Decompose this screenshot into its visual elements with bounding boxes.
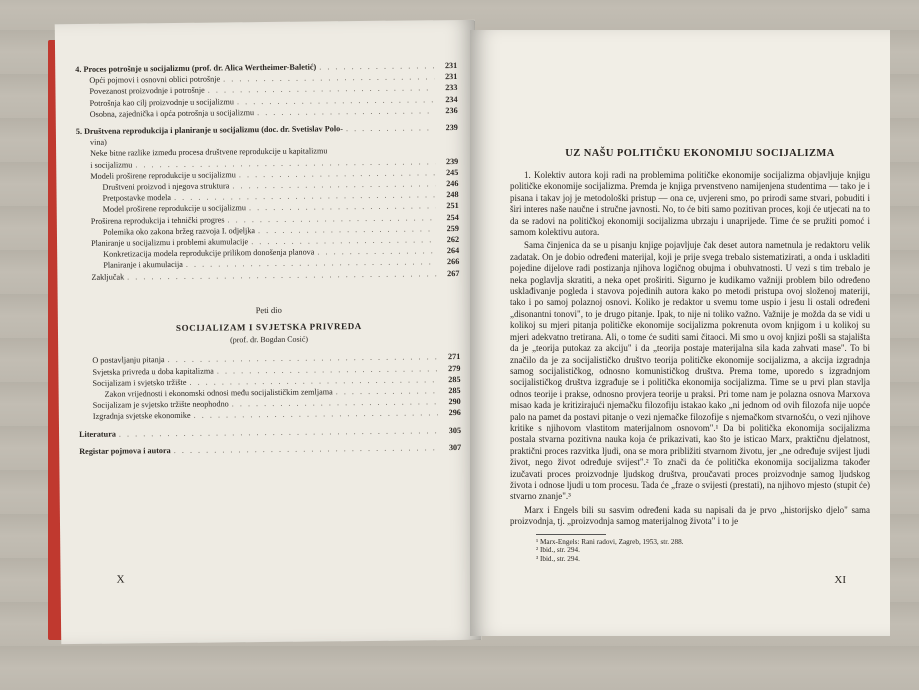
toc-entry-page: 266 xyxy=(446,257,460,267)
toc-entry-title: O postavljanju pitanja xyxy=(92,355,165,366)
toc-entry-title: Osobna, zajednička i opća potrošnja u socijalizmu xyxy=(89,107,255,119)
toc-entry-title: Svjetska privreda u doba kapitalizma xyxy=(92,366,214,377)
toc-leader-dots xyxy=(127,268,436,282)
toc-entry-page: 279 xyxy=(448,363,461,373)
part-author: (prof. dr. Bogdan Cosić) xyxy=(230,334,309,345)
toc-entry-page: 248 xyxy=(446,190,459,200)
page-number-right: XI xyxy=(834,574,846,586)
toc-entry-page: 307 xyxy=(448,442,462,453)
toc-entry-title: Zakon vrijednosti i ekonomski odnosi među socijalističkim zemljama xyxy=(104,387,333,399)
toc-entry-title: i socijalizmu xyxy=(90,160,133,170)
chapter-heading: UZ NAŠU POLITIČKU EKONOMIJU SOCIJALIZMA xyxy=(565,148,835,159)
toc-leader-dots xyxy=(174,442,439,456)
toc-entry-page: 251 xyxy=(446,201,459,211)
paragraph: Marx i Engels bili su sasvim određeni kada su napisali da je prvo „historijsko djelo" sama proizvodnja, tj. „proizvodnja samog materijalnog života" i to je xyxy=(510,504,870,527)
right-page xyxy=(470,30,890,636)
toc-entry-title: Društveni proizvod i njegova struktura xyxy=(102,181,230,192)
toc-entry-page: 259 xyxy=(446,223,459,233)
toc-entry-title: Pretpostavke modela xyxy=(102,193,172,203)
body-text xyxy=(510,170,870,563)
toc-entry-page: 231 xyxy=(444,61,458,71)
toc-entry-title: Neke bitne razlike između procesa društvene reprodukcije u kapitalizmu xyxy=(90,146,328,159)
toc-entry-title: Proširena reprodukcija i tehnički progres xyxy=(90,215,225,226)
toc-entry-page: 262 xyxy=(446,235,460,245)
toc-entry-page: 264 xyxy=(446,246,460,256)
toc-entry-title: Opći pojmovi i osnovni oblici potrošnje xyxy=(89,74,221,86)
toc-entry-title: Registar pojmova i autora xyxy=(79,445,171,456)
toc-entry-title: Socijalizam je svjetsko tržište neophodno xyxy=(92,399,229,411)
toc-entry-page: 271 xyxy=(447,352,461,362)
toc-entry-page: 234 xyxy=(445,94,458,104)
footnote: ² Ibid., str. 294. xyxy=(536,546,580,555)
part-title: SOCIJALIZAM I SVJETSKA PRIVREDA xyxy=(175,321,362,334)
toc-entry-page: 239 xyxy=(445,123,458,133)
toc-leader-dots xyxy=(346,122,435,134)
toc-entry-page: 290 xyxy=(448,397,461,407)
toc-entry-title: Planiranje u socijalizmu i problemi akumulacije xyxy=(91,237,249,248)
footnote: ¹ Marx-Engels: Rani radovi, Zagreb, 1953, str. 288. xyxy=(536,537,684,546)
toc-entry-page: 285 xyxy=(448,386,461,396)
toc-entry-page: 233 xyxy=(445,83,458,93)
toc-entry-title: 4. Proces potrošnje u socijalizmu (prof. dr. Alica Wertheimer-Baletić) xyxy=(75,62,317,75)
toc-entry-page: 239 xyxy=(445,156,459,166)
toc-entry-page: 231 xyxy=(445,72,458,82)
toc-entry-title: Literatura xyxy=(79,429,116,439)
paragraph: Sama činjenica da se u pisanju knjige pojavljuje čak deset autora nametnula je redaktoru velik zadatak. On je dobio određeni materijal, koji je prije svega trebalo sistematizirati, a onda i uskladiti pojedine dijelove radi postizanja njihova logičnog obujma i obuhvatnosti. U vezi s tim trebalo je neka poglavlja skratiti, a neka opet proširiti. Sigurno je kudikamo važniji problem bilo određeno usklađivanje pogleda i stavova pojedinih autora kako po metodi pristupa ovoj složenoj materiji, tako i po samoj polaznoj osnovi. Koliko je redaktor u svemu tome uspio i jesu li ostali određeni „disonantni tonovi", to je drugo pitanje. Ipak, to nije ni toliko važno. Važnije je možda da se vidi u kolikoj su mjeri pitanja političke ekonomije socijalizma pokrenuta ovom knjigom i u kolikoj su mjeri adekvatno tretirana. Ali, o tome će suditi sami čitaoci. Mi smo u ovoj knjizi pošli sa stajališta da je „teorija putokaz za akciju" i da „teorija postaje materijalna sila kada zahvati mase". To bi značilo da je za socijalističko društvo teorija političke ekonomije socijalizma, a akcija izgradnja samog socijalističkog, odnosno komunističkog društva. Prema tome, uporedo s izgradnjom socijalističkog društva izgrađuje se i politička ekonomija socijalizma. Time se u prvi plan stavlja odnos teorije i prakse, odnosno provjera teorije u praksi. Pri tome nam je polazna osnova Marxova misao kada je kritizirajući njemačku filozofiju istakao kako „ni jednom od ovih filozofa nije uopće palo na pamet da postavi pitanje o vezi njemačke filozofije s njemačkom stvarnošću, o vezi njihove kritike s njihovom vlastitom materijalnom osnovom".¹ Da bi politička ekonomija socijalizma postala stvarna pozitivna nauka koja će prikazivati, kao što je isticao Marx, praktičnu djelatnost, praktični proces razvitka ljudi, ona se mora približiti stvarnom životu, jer „ne određuje svijest ljudi život, nego život određuje svijest".² To znači da će politička ekonomija socijalizma također izučavati proces proizvodnje ljudskog društva, proučavati proces proizvodnje samog ljudskog života i odnose ljudi u tom procesu. Tada će „fraze o svijesti (prestati), na njihovo mjesto (stupit će) stvarno znanje".³ xyxy=(510,240,870,502)
part-label: Peti dio xyxy=(255,304,282,315)
toc-entry-page: 254 xyxy=(446,212,459,222)
table-of-contents xyxy=(75,60,461,457)
toc-entry-title: Povezanost proizvodnje i potrošnje xyxy=(89,86,205,97)
toc-entry-title: Model proširene reprodukcije u socijalizmu xyxy=(102,203,246,215)
toc-entry-page: 245 xyxy=(446,167,459,177)
toc-entry-title: Modeli proširene reprodukcije u socijalizmu xyxy=(90,170,236,181)
footnote-rule xyxy=(536,534,606,535)
toc-entry-title: Planiranje i akumulacija xyxy=(103,260,183,271)
toc-entry-title: Zaključak xyxy=(91,272,125,282)
toc-leader-dots xyxy=(257,105,435,118)
toc-entry-title: Socijalizam i svjetsko tržište xyxy=(92,377,187,388)
toc-entry-title: Polemika oko zakona bržeg razvoja I. odjeljka xyxy=(102,225,256,237)
toc-entry-title: vina) xyxy=(89,137,107,148)
toc-entry-page: 305 xyxy=(448,425,462,435)
toc-entry-page: 236 xyxy=(445,105,458,115)
toc-entry-page: 296 xyxy=(448,408,461,418)
toc-entry-title: 5. Društvena reprodukcija i planiranje u socijalizmu (doc. dr. Svetislav Polo- xyxy=(75,124,344,137)
toc-entry-page: 267 xyxy=(447,268,460,278)
paragraph: 1. Kolektiv autora koji radi na problemima političke ekonomije socijalizma objavljuje knjigu političke ekonomije socijalizma. Premda je knjiga prvenstveno namijenjena studentima — tako je i pisana i takav joj je metodološki pristup — ona ce, uvjereni smo, po prirodi same stvari, pobuditi i širi interes naše naučne i stručne javnosti. No, to će biti samo pozitivan proces, koji će utjecati na to da se radovi na političkoj ekonomiji socijalizma ubrzaju i unaprijede. Time će se pružiti pomoć i samom kolektivu autora. xyxy=(510,170,870,238)
footnote: ³ Ibid., str. 294. xyxy=(536,554,580,563)
toc-entry-title: Izgradnja svjetske ekonomike xyxy=(92,411,191,422)
left-page xyxy=(55,20,481,644)
toc-entry-page: 285 xyxy=(448,374,461,384)
toc-entry-page: 246 xyxy=(446,179,459,189)
page-number-left: X xyxy=(116,573,125,586)
toc-entry-title: Potrošnja kao cilj proizvodnje u socijalizmu xyxy=(89,96,235,108)
toc-entry-title: Konkretizacija modela reprodukcije prilikom donošenja planova xyxy=(103,247,315,259)
